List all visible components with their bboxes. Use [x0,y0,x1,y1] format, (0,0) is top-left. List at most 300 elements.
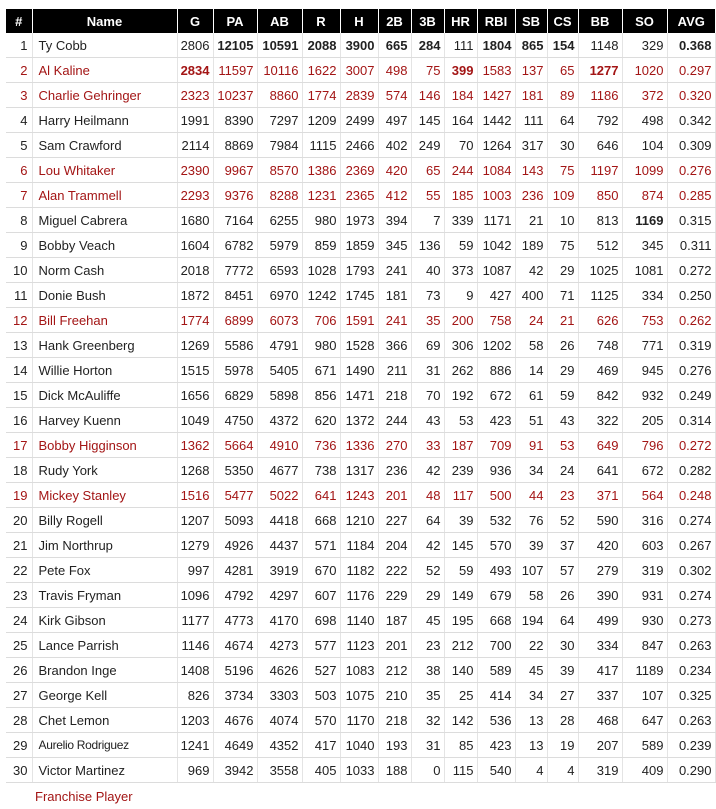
stat-cell-3b: 42 [411,533,444,558]
stat-cell-avg: 0.315 [667,208,715,233]
rank-cell: 29 [6,733,32,758]
stat-cell-g: 2390 [177,158,213,183]
stat-cell-h: 1033 [340,758,378,783]
stat-cell-avg: 0.273 [667,608,715,633]
stat-cell-cs: 39 [547,658,578,683]
stat-cell-bb: 322 [578,408,622,433]
stat-cell-so: 874 [622,183,667,208]
rank-cell: 22 [6,558,32,583]
stat-cell-r: 417 [302,733,340,758]
stat-cell-g: 1279 [177,533,213,558]
stat-cell-rbi: 709 [477,433,515,458]
stat-cell-2b: 394 [378,208,411,233]
stat-cell-sb: 865 [515,33,547,58]
player-name-cell: Aurelio Rodriguez [32,733,177,758]
player-name-cell: Ty Cobb [32,33,177,58]
stat-cell-r: 1028 [302,258,340,283]
rank-cell: 3 [6,83,32,108]
stat-cell-r: 706 [302,308,340,333]
franchise-player-legend: Franchise Player [35,789,133,804]
stat-cell-3b: 43 [411,408,444,433]
column-header-r[interactable]: R [302,9,340,33]
stat-cell-ab: 4074 [257,708,302,733]
stat-cell-bb: 337 [578,683,622,708]
stat-cell-ab: 4352 [257,733,302,758]
table-row [6,658,715,683]
stat-cell-g: 1146 [177,633,213,658]
stat-cell-h: 3900 [340,33,378,58]
column-header-name[interactable]: Name [32,9,177,33]
stat-cell-pa: 8390 [213,108,257,133]
stat-cell-ab: 3303 [257,683,302,708]
stat-cell-h: 1317 [340,458,378,483]
table-row [6,183,715,208]
stat-cell-h: 1471 [340,383,378,408]
stat-cell-bb: 1148 [578,33,622,58]
stat-cell-2b: 211 [378,358,411,383]
stat-cell-sb: 34 [515,458,547,483]
player-name-cell: Dick McAuliffe [32,383,177,408]
stat-cell-hr: 399 [444,58,477,83]
stat-cell-pa: 7164 [213,208,257,233]
stat-cell-bb: 417 [578,658,622,683]
stat-cell-cs: 43 [547,408,578,433]
stat-cell-pa: 9376 [213,183,257,208]
stat-cell-avg: 0.276 [667,158,715,183]
stat-cell-h: 1528 [340,333,378,358]
stat-cell-so: 498 [622,108,667,133]
table-row [6,333,715,358]
stat-cell-avg: 0.285 [667,183,715,208]
stat-cell-rbi: 886 [477,358,515,383]
stat-cell-2b: 241 [378,258,411,283]
rank-cell: 20 [6,508,32,533]
stat-cell-pa: 4792 [213,583,257,608]
stat-cell-3b: 31 [411,733,444,758]
stat-cell-rbi: 1087 [477,258,515,283]
column-header-hr[interactable]: HR [444,9,477,33]
stat-cell-bb: 626 [578,308,622,333]
stat-cell-g: 2806 [177,33,213,58]
stat-cell-bb: 279 [578,558,622,583]
stat-cell-h: 3007 [340,58,378,83]
rank-cell: 24 [6,608,32,633]
rank-cell: 23 [6,583,32,608]
stat-cell-r: 1209 [302,108,340,133]
stat-cell-h: 2839 [340,83,378,108]
stat-cell-so: 603 [622,533,667,558]
stat-cell-avg: 0.272 [667,433,715,458]
column-header-sb[interactable]: SB [515,9,547,33]
stat-cell-h: 1973 [340,208,378,233]
stat-cell-h: 1176 [340,583,378,608]
stat-cell-r: 668 [302,508,340,533]
stat-cell-cs: 59 [547,383,578,408]
stat-cell-rbi: 679 [477,583,515,608]
stat-cell-sb: 34 [515,683,547,708]
stat-cell-avg: 0.297 [667,58,715,83]
stat-cell-h: 1184 [340,533,378,558]
stat-cell-g: 2834 [177,58,213,83]
stat-cell-rbi: 423 [477,733,515,758]
stat-cell-bb: 1197 [578,158,622,183]
stat-cell-sb: 45 [515,658,547,683]
stat-cell-so: 1169 [622,208,667,233]
stat-cell-rbi: 532 [477,508,515,533]
stat-cell-rbi: 1042 [477,233,515,258]
player-name-cell: Kirk Gibson [32,608,177,633]
stat-cell-3b: 0 [411,758,444,783]
stat-cell-hr: 306 [444,333,477,358]
rank-cell: 9 [6,233,32,258]
stat-cell-rbi: 414 [477,683,515,708]
stat-cell-sb: 181 [515,83,547,108]
stat-cell-g: 1241 [177,733,213,758]
stat-cell-hr: 59 [444,558,477,583]
stat-cell-hr: 59 [444,233,477,258]
rank-cell: 5 [6,133,32,158]
stat-cell-bb: 641 [578,458,622,483]
stat-cell-2b: 181 [378,283,411,308]
stat-cell-h: 1040 [340,733,378,758]
stat-cell-so: 334 [622,283,667,308]
stat-cell-sb: 24 [515,308,547,333]
stat-cell-2b: 498 [378,58,411,83]
stat-cell-cs: 27 [547,683,578,708]
stat-cell-sb: 58 [515,583,547,608]
stat-cell-2b: 665 [378,33,411,58]
stat-cell-sb: 317 [515,133,547,158]
stat-cell-rbi: 427 [477,283,515,308]
stat-cell-2b: 244 [378,408,411,433]
stat-cell-g: 1269 [177,333,213,358]
stat-cell-g: 997 [177,558,213,583]
stat-cell-rbi: 1202 [477,333,515,358]
stat-cell-cs: 154 [547,33,578,58]
player-name-cell: Harry Heilmann [32,108,177,133]
stat-cell-h: 1075 [340,683,378,708]
stat-cell-h: 2499 [340,108,378,133]
rank-cell: 27 [6,683,32,708]
table-body [6,33,715,783]
stat-cell-2b: 218 [378,383,411,408]
stat-cell-cs: 37 [547,533,578,558]
stat-cell-hr: 39 [444,508,477,533]
column-header-3b[interactable]: 3B [411,9,444,33]
table-row [6,683,715,708]
stat-cell-ab: 4372 [257,408,302,433]
stat-cell-cs: 30 [547,133,578,158]
stat-cell-so: 564 [622,483,667,508]
stat-cell-sb: 76 [515,508,547,533]
stat-cell-3b: 32 [411,708,444,733]
table-row [6,608,715,633]
stat-cell-hr: 85 [444,733,477,758]
column-header-rbi[interactable]: RBI [477,9,515,33]
stat-cell-cs: 75 [547,158,578,183]
stat-cell-3b: 249 [411,133,444,158]
stat-cell-avg: 0.276 [667,358,715,383]
stat-cell-r: 736 [302,433,340,458]
stat-cell-pa: 5196 [213,658,257,683]
column-header-pa[interactable]: PA [213,9,257,33]
column-header-ab[interactable]: AB [257,9,302,33]
stat-cell-g: 1049 [177,408,213,433]
stat-cell-sb: 189 [515,233,547,258]
stat-cell-g: 1516 [177,483,213,508]
stat-cell-2b: 222 [378,558,411,583]
stat-cell-bb: 1186 [578,83,622,108]
stat-cell-bb: 334 [578,633,622,658]
stat-cell-pa: 8869 [213,133,257,158]
stat-cell-bb: 469 [578,358,622,383]
stat-cell-h: 1859 [340,233,378,258]
stat-cell-rbi: 540 [477,758,515,783]
stat-cell-g: 2018 [177,258,213,283]
stat-cell-r: 577 [302,633,340,658]
stat-cell-r: 1622 [302,58,340,83]
stat-cell-hr: 9 [444,283,477,308]
rank-cell: 26 [6,658,32,683]
stat-cell-r: 670 [302,558,340,583]
stat-cell-pa: 5586 [213,333,257,358]
stat-cell-3b: 73 [411,283,444,308]
stat-cell-3b: 31 [411,358,444,383]
stat-cell-hr: 184 [444,83,477,108]
stat-cell-3b: 69 [411,333,444,358]
stat-cell-ab: 10116 [257,58,302,83]
stat-cell-sb: 111 [515,108,547,133]
stat-cell-avg: 0.309 [667,133,715,158]
stat-cell-so: 345 [622,233,667,258]
stat-cell-sb: 44 [515,483,547,508]
stat-cell-sb: 22 [515,633,547,658]
stat-cell-pa: 6782 [213,233,257,258]
stat-cell-3b: 64 [411,508,444,533]
stat-cell-g: 1656 [177,383,213,408]
stat-cell-2b: 420 [378,158,411,183]
stat-cell-pa: 4773 [213,608,257,633]
stat-cell-pa: 5350 [213,458,257,483]
stat-cell-cs: 75 [547,233,578,258]
stat-cell-avg: 0.262 [667,308,715,333]
stat-cell-pa: 4676 [213,708,257,733]
player-name-cell: Bill Freehan [32,308,177,333]
stat-cell-3b: 35 [411,308,444,333]
table-row [6,758,715,783]
column-header-so[interactable]: SO [622,9,667,33]
stat-cell-3b: 65 [411,158,444,183]
table-row [6,458,715,483]
stat-cell-2b: 210 [378,683,411,708]
stat-cell-r: 620 [302,408,340,433]
rank-cell: 14 [6,358,32,383]
stat-cell-pa: 3942 [213,758,257,783]
stat-cell-so: 930 [622,608,667,633]
stat-cell-sb: 13 [515,708,547,733]
stat-cell-so: 932 [622,383,667,408]
rank-cell: 6 [6,158,32,183]
stat-cell-bb: 590 [578,508,622,533]
stat-cell-cs: 19 [547,733,578,758]
stat-cell-hr: 200 [444,308,477,333]
stat-cell-so: 931 [622,583,667,608]
stat-cell-bb: 813 [578,208,622,233]
stat-cell-g: 1207 [177,508,213,533]
table-row [6,708,715,733]
player-name-cell: Norm Cash [32,258,177,283]
stat-cell-cs: 21 [547,308,578,333]
stat-cell-cs: 4 [547,758,578,783]
stat-cell-h: 1123 [340,633,378,658]
player-name-cell: Jim Northrup [32,533,177,558]
stat-cell-r: 856 [302,383,340,408]
stat-cell-hr: 192 [444,383,477,408]
table-row [6,558,715,583]
stat-cell-avg: 0.263 [667,633,715,658]
stat-cell-g: 1991 [177,108,213,133]
stat-cell-sb: 4 [515,758,547,783]
stat-cell-rbi: 936 [477,458,515,483]
stat-cell-rbi: 1804 [477,33,515,58]
player-name-cell: Pete Fox [32,558,177,583]
stat-cell-g: 1177 [177,608,213,633]
stat-cell-pa: 6899 [213,308,257,333]
stat-cell-rbi: 589 [477,658,515,683]
stat-cell-avg: 0.320 [667,83,715,108]
stat-cell-3b: 42 [411,458,444,483]
stat-cell-ab: 8570 [257,158,302,183]
stat-cell-rbi: 1264 [477,133,515,158]
stat-cell-rbi: 672 [477,383,515,408]
table-row [6,583,715,608]
rank-cell: 11 [6,283,32,308]
stat-cell-ab: 4910 [257,433,302,458]
stat-cell-g: 826 [177,683,213,708]
stat-cell-3b: 52 [411,558,444,583]
stat-cell-so: 1020 [622,58,667,83]
stat-cell-3b: 35 [411,683,444,708]
stat-cell-cs: 10 [547,208,578,233]
stat-cell-h: 1140 [340,608,378,633]
stat-cell-so: 372 [622,83,667,108]
stat-cell-r: 405 [302,758,340,783]
stat-cell-r: 671 [302,358,340,383]
stat-cell-h: 1591 [340,308,378,333]
table-row [6,733,715,758]
stat-cell-hr: 140 [444,658,477,683]
stat-cell-ab: 4273 [257,633,302,658]
stat-cell-cs: 53 [547,433,578,458]
player-name-cell: Hank Greenberg [32,333,177,358]
stat-cell-3b: 145 [411,108,444,133]
stat-cell-so: 672 [622,458,667,483]
player-name-cell: Billy Rogell [32,508,177,533]
player-name-cell: Mickey Stanley [32,483,177,508]
stat-cell-r: 607 [302,583,340,608]
stat-cell-hr: 339 [444,208,477,233]
stat-cell-pa: 8451 [213,283,257,308]
stat-cell-g: 1515 [177,358,213,383]
stat-cell-3b: 7 [411,208,444,233]
header-row [6,9,715,33]
rank-cell: 10 [6,258,32,283]
column-header-g[interactable]: G [177,9,213,33]
stat-cell-ab: 3919 [257,558,302,583]
stat-cell-2b: 241 [378,308,411,333]
stat-cell-r: 859 [302,233,340,258]
stat-cell-g: 1096 [177,583,213,608]
stat-cell-r: 1242 [302,283,340,308]
stat-cell-h: 2369 [340,158,378,183]
stat-cell-cs: 29 [547,258,578,283]
stat-cell-cs: 89 [547,83,578,108]
table-header [6,9,715,33]
stat-cell-r: 1231 [302,183,340,208]
column-header-h[interactable]: H [340,9,378,33]
stat-cell-avg: 0.272 [667,258,715,283]
column-header-bb[interactable]: BB [578,9,622,33]
rank-cell: 7 [6,183,32,208]
stat-cell-g: 2323 [177,83,213,108]
stat-cell-g: 969 [177,758,213,783]
stat-cell-so: 319 [622,558,667,583]
stat-cell-so: 647 [622,708,667,733]
stat-cell-h: 1170 [340,708,378,733]
stat-cell-hr: 142 [444,708,477,733]
stat-cell-3b: 48 [411,483,444,508]
stat-cell-r: 698 [302,608,340,633]
player-name-cell: Miguel Cabrera [32,208,177,233]
stat-cell-3b: 75 [411,58,444,83]
stat-cell-2b: 212 [378,658,411,683]
stat-cell-hr: 53 [444,408,477,433]
stat-cell-bb: 371 [578,483,622,508]
stat-cell-r: 738 [302,458,340,483]
column-header-avg[interactable]: AVG [667,9,715,33]
stat-cell-ab: 5405 [257,358,302,383]
stat-cell-2b: 204 [378,533,411,558]
stat-cell-hr: 117 [444,483,477,508]
table-row [6,158,715,183]
stat-cell-so: 753 [622,308,667,333]
stat-cell-bb: 390 [578,583,622,608]
column-header-rank[interactable]: # [6,9,32,33]
stat-cell-avg: 0.267 [667,533,715,558]
stat-cell-ab: 6255 [257,208,302,233]
table-row [6,258,715,283]
player-name-cell: Lou Whitaker [32,158,177,183]
stat-cell-2b: 187 [378,608,411,633]
stat-cell-sb: 107 [515,558,547,583]
stat-cell-avg: 0.302 [667,558,715,583]
table-row [6,308,715,333]
stat-cell-avg: 0.290 [667,758,715,783]
stat-cell-pa: 7772 [213,258,257,283]
player-name-cell: Rudy York [32,458,177,483]
stat-cell-cs: 52 [547,508,578,533]
stat-cell-r: 1386 [302,158,340,183]
stat-cell-3b: 29 [411,583,444,608]
stat-cell-h: 2466 [340,133,378,158]
stat-cell-avg: 0.368 [667,33,715,58]
stat-cell-2b: 412 [378,183,411,208]
stat-cell-rbi: 1583 [477,58,515,83]
stat-cell-rbi: 758 [477,308,515,333]
column-header-cs[interactable]: CS [547,9,578,33]
column-header-2b[interactable]: 2B [378,9,411,33]
table-row [6,358,715,383]
